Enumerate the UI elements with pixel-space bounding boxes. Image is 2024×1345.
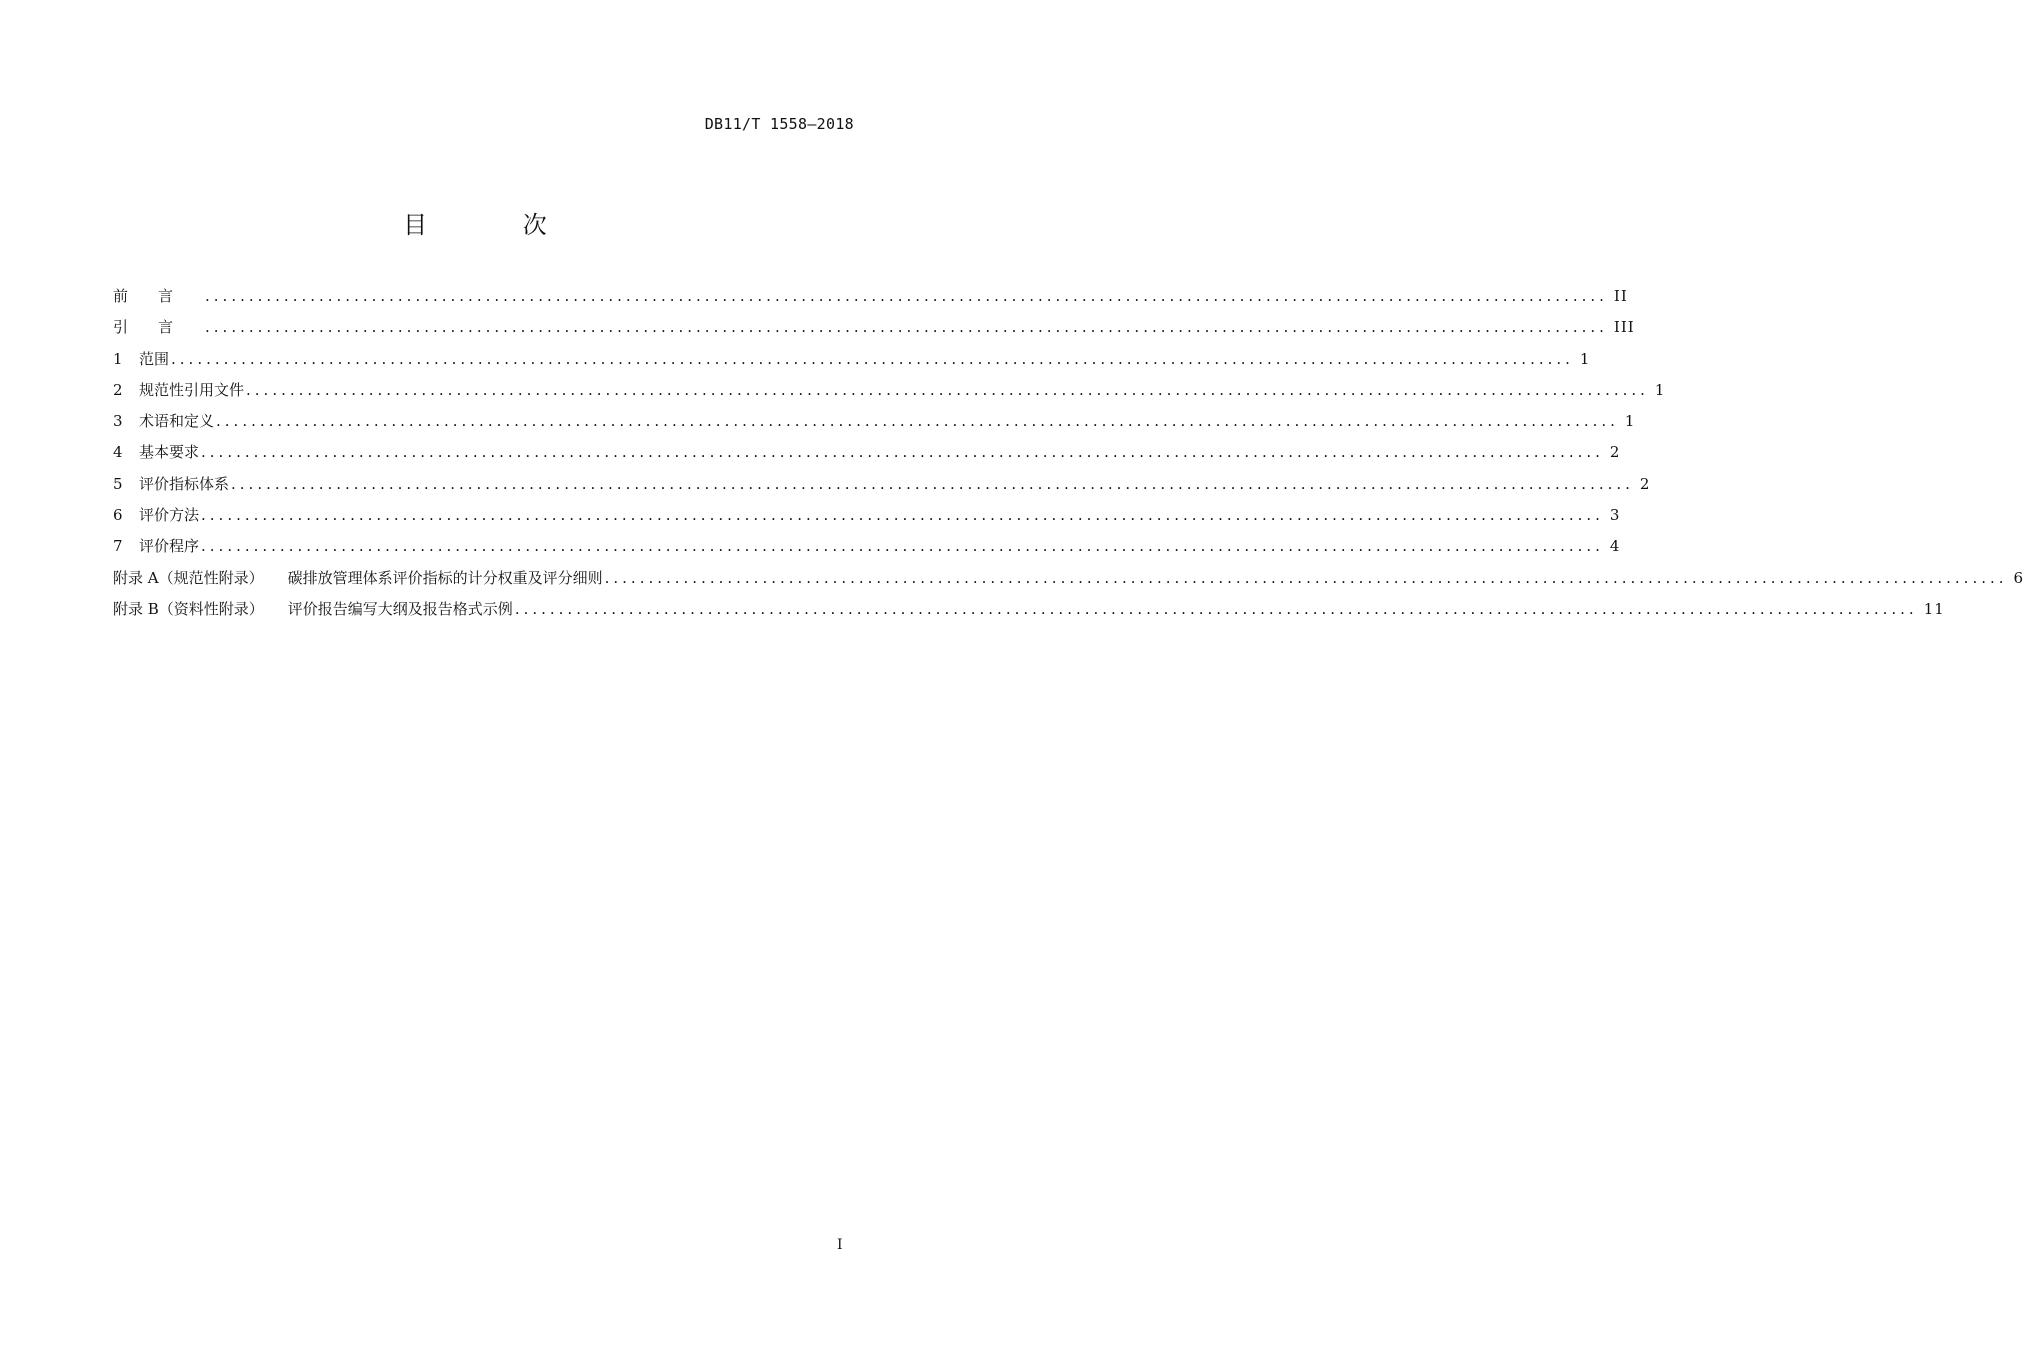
toc-entry-label: 基本要求	[139, 443, 200, 462]
toc-leader-dots: ................................................................................................................................................................	[231, 474, 1634, 493]
toc-entry[interactable]	[113, 316, 1635, 347]
toc-leader-dots: ................................................................................................................................................................	[201, 443, 1604, 462]
toc-entry-number: 4	[113, 443, 123, 462]
toc-entry[interactable]	[113, 285, 1628, 316]
page-number: I	[837, 1237, 843, 1253]
toc-entry[interactable]	[113, 441, 1621, 472]
toc-leader-dots: ................................................................................................................................................................	[201, 537, 1604, 556]
toc-leader-dots: ................................................................................................................................................................	[201, 506, 1604, 525]
toc-entry-label: 评价指标体系	[139, 474, 230, 493]
toc-entry-page: 3	[1609, 506, 1621, 525]
toc-entry[interactable]	[113, 410, 1636, 441]
toc-entry-page: III	[1613, 318, 1635, 337]
toc-entry[interactable]	[113, 598, 1945, 629]
toc-entry-label: 前言	[113, 287, 204, 305]
toc-entry-page: 2	[1609, 443, 1621, 462]
toc-entry-page: 2	[1639, 474, 1651, 493]
toc-entry[interactable]	[113, 379, 1666, 410]
toc-entry-label: 规范性引用文件	[139, 380, 245, 399]
toc-entry[interactable]	[113, 504, 1621, 535]
toc-entry-number: 3	[113, 412, 123, 431]
toc-leader-dots: ................................................................................................................................................................	[604, 568, 2008, 587]
toc-entry-appendix-prefix: 附录 A（规范性附录）	[113, 568, 264, 587]
toc-leader-dots: ................................................................................................................................................................	[216, 412, 1619, 431]
toc-entry[interactable]	[113, 567, 2024, 598]
toc-entry-number: 5	[113, 474, 123, 493]
toc-entry-label: 评价程序	[139, 537, 200, 556]
toc-leader-dots: ................................................................................................................................................................	[205, 318, 1608, 337]
page-title: 目 次	[403, 211, 591, 239]
toc-entry-page: 1	[1579, 349, 1591, 368]
toc-entry-number: 2	[113, 380, 123, 399]
toc-leader-dots: ................................................................................................................................................................	[514, 599, 1918, 618]
toc-entry[interactable]	[113, 348, 1591, 379]
toc-entry-page: 1	[1624, 412, 1636, 431]
toc-entry-page: II	[1613, 287, 1628, 305]
toc-entry-label: 碳排放管理体系评价指标的计分权重及评分细则	[287, 568, 603, 587]
toc-leader-dots: ................................................................................................................................................................	[205, 287, 1608, 305]
toc-entry-label: 引言	[113, 318, 204, 337]
toc-entry-label: 评价报告编写大纲及报告格式示例	[287, 599, 513, 618]
toc-leader-dots: ................................................................................................................................................................	[171, 349, 1574, 368]
toc-entry-number: 6	[113, 506, 123, 525]
toc-entry-label: 术语和定义	[139, 412, 215, 431]
toc-entry-label: 范围	[139, 349, 170, 368]
toc-entry-appendix-prefix: 附录 B（资料性附录）	[113, 599, 264, 618]
toc-entry-page: 6	[2013, 568, 2024, 587]
toc-entry-page: 1	[1654, 380, 1666, 399]
toc-entry[interactable]	[113, 473, 1651, 504]
standard-code: DB11/T 1558—2018	[704, 115, 854, 133]
table-of-contents	[113, 285, 2024, 629]
toc-entry-number: 1	[113, 349, 123, 368]
toc-entry-page: 4	[1609, 537, 1621, 556]
toc-leader-dots: ................................................................................................................................................................	[246, 380, 1649, 399]
toc-entry[interactable]	[113, 535, 1621, 566]
toc-entry-page: 11	[1923, 599, 1945, 618]
toc-entry-number: 7	[113, 537, 123, 556]
toc-entry-label: 评价方法	[139, 506, 200, 525]
